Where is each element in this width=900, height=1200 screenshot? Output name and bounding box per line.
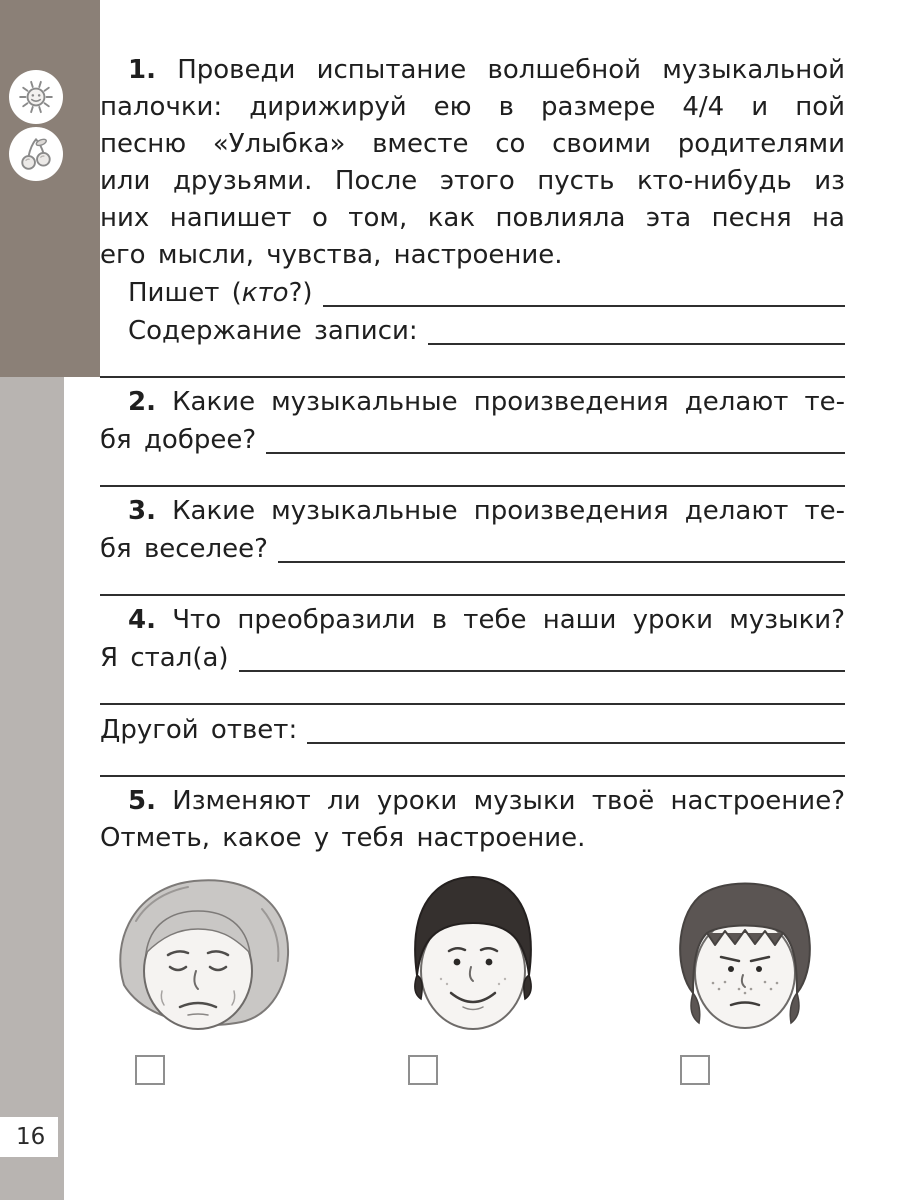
cherries-badge bbox=[9, 127, 63, 181]
task-3-number: 3. bbox=[128, 496, 156, 526]
text-line bbox=[100, 493, 845, 530]
page-number bbox=[0, 1117, 58, 1157]
answer-line[interactable] bbox=[100, 677, 845, 705]
task-3-text-continued: бя веселее? bbox=[100, 534, 268, 564]
text-line: его мысли, чувства, настроение. bbox=[100, 240, 563, 270]
task-3-text: Какие музыкальные произведения делают те- bbox=[172, 496, 845, 526]
answer-line[interactable] bbox=[266, 421, 845, 454]
text-line: них напишет о том, как повлияла эта песня на bbox=[100, 203, 845, 233]
writer-field-row bbox=[100, 274, 845, 312]
text-line bbox=[100, 384, 845, 421]
task-5-number: 5. bbox=[128, 786, 156, 816]
task-3-answer-row bbox=[100, 530, 845, 568]
text-line bbox=[100, 783, 845, 820]
text-line: песню «Улыбка» вместе со своими родителями bbox=[100, 129, 845, 159]
displeased-face-illustration bbox=[102, 867, 298, 1043]
answer-line[interactable] bbox=[428, 312, 845, 345]
cherries-icon bbox=[17, 135, 55, 173]
text-line bbox=[100, 52, 845, 89]
mood-checkbox-serious[interactable] bbox=[680, 1055, 710, 1085]
mood-faces-row bbox=[100, 867, 845, 1085]
writer-label-post: ?) bbox=[288, 278, 313, 308]
other-answer-row bbox=[100, 711, 845, 749]
mood-option-cheerful bbox=[373, 867, 573, 1085]
answer-line[interactable] bbox=[100, 568, 845, 596]
answer-line[interactable] bbox=[323, 274, 845, 307]
task-4-number: 4. bbox=[128, 605, 156, 635]
answer-line[interactable] bbox=[100, 459, 845, 487]
task-1-text: Проведи испытание волшебной музыкальной bbox=[177, 55, 845, 85]
worksheet-content bbox=[100, 0, 845, 1200]
answer-line[interactable] bbox=[100, 350, 845, 378]
mood-checkbox-displeased[interactable] bbox=[135, 1055, 165, 1085]
text-line: или друзьями. После этого пусть кто-нибудь из bbox=[100, 166, 845, 196]
task-5-text: Изменяют ли уроки музыки твоё настроение? bbox=[172, 786, 845, 816]
text-line: палочки: дирижируй ею в размере 4/4 и пой bbox=[100, 92, 845, 122]
writer-label-pre: Пишет ( bbox=[128, 278, 242, 308]
text-line: Отметь, какое у тебя настроение. bbox=[100, 823, 586, 853]
mood-checkbox-cheerful[interactable] bbox=[408, 1055, 438, 1085]
task-5 bbox=[100, 783, 845, 1085]
mood-option-serious bbox=[645, 867, 845, 1085]
sidebar-top-band bbox=[0, 0, 100, 377]
task-2-text-continued: бя добрее? bbox=[100, 425, 257, 455]
record-content-row bbox=[100, 312, 845, 350]
task-4-answer-row bbox=[100, 639, 845, 677]
answer-line[interactable] bbox=[100, 749, 845, 777]
record-content-label: Содержание записи: bbox=[128, 316, 418, 346]
task-4 bbox=[100, 602, 845, 777]
smiling-sun-icon bbox=[17, 78, 55, 116]
sun-badge bbox=[9, 70, 63, 124]
text-line bbox=[100, 602, 845, 639]
mood-option-displeased bbox=[100, 867, 300, 1085]
other-answer-label: Другой ответ: bbox=[100, 715, 298, 745]
task-4-text: Что преобразили в тебе наши уроки музыки? bbox=[172, 605, 846, 635]
task-3 bbox=[100, 493, 845, 596]
writer-label-italic: кто bbox=[241, 278, 289, 308]
serious-face-illustration bbox=[647, 867, 843, 1043]
task-2-answer-row bbox=[100, 421, 845, 459]
cheerful-face-illustration bbox=[375, 867, 571, 1043]
task-4-text-continued: Я стал(а) bbox=[100, 643, 229, 673]
answer-line[interactable] bbox=[278, 530, 845, 563]
sidebar-bottom-band bbox=[0, 377, 64, 1200]
task-2-number: 2. bbox=[128, 387, 156, 417]
task-2 bbox=[100, 384, 845, 487]
task-2-text: Какие музыкальные произведения делают те- bbox=[172, 387, 845, 417]
writer-label bbox=[128, 275, 313, 312]
answer-line[interactable] bbox=[239, 639, 845, 672]
task-1 bbox=[100, 52, 845, 378]
answer-line[interactable] bbox=[307, 711, 845, 744]
page-number-label: 16 bbox=[16, 1124, 46, 1150]
task-1-number: 1. bbox=[128, 55, 156, 85]
